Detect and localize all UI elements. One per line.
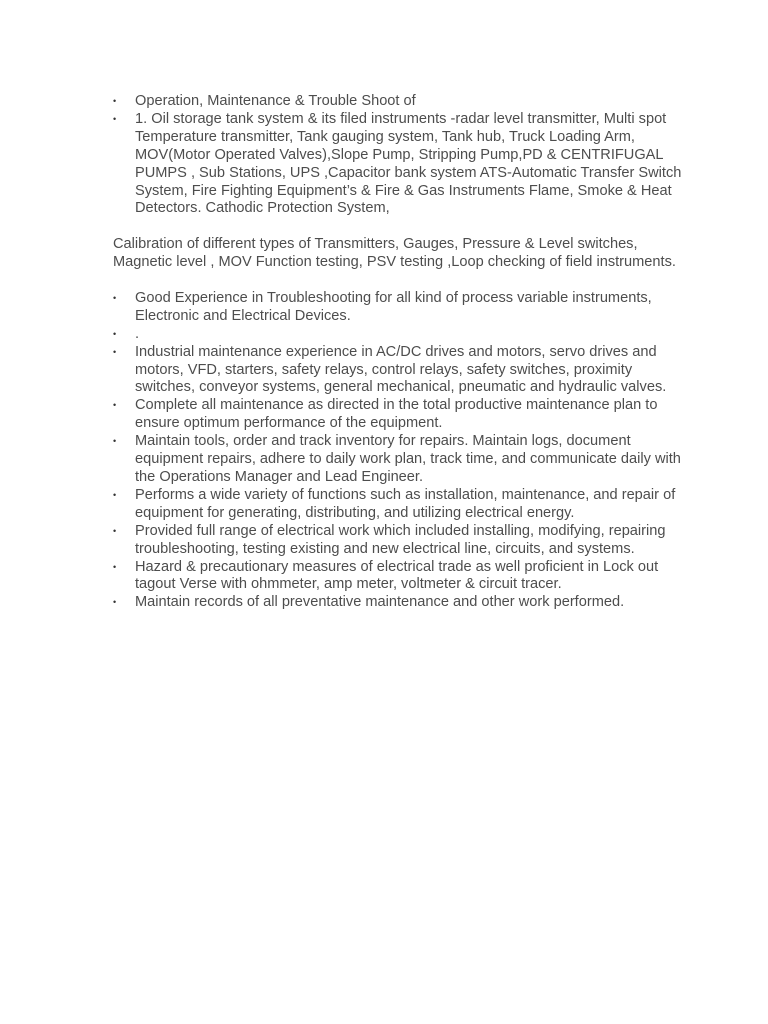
list-item xyxy=(113,433,683,487)
document-page xyxy=(113,93,683,612)
bullet-icon: • xyxy=(113,292,117,303)
bullet-icon: • xyxy=(113,113,117,124)
list-item xyxy=(113,487,683,523)
calibration-paragraph: Calibration of different types of Transmitters, Gauges, Pressure & Level switches, Magnetic level , MOV Function testing, PSV testing ,Loop checking of field instruments. xyxy=(113,236,676,271)
list-item xyxy=(113,290,683,326)
list-item xyxy=(113,559,683,595)
list-item xyxy=(113,594,683,612)
list-item xyxy=(113,111,683,218)
list-item xyxy=(113,523,683,559)
list-item-text: Provided full range of electrical work which included installing, modifying, repairing troubleshooting, testing existing and new electrical line, circuits, and systems. xyxy=(135,522,666,557)
bullet-icon: • xyxy=(113,346,117,357)
list-item xyxy=(113,397,683,433)
list-item-text: Performs a wide variety of functions such as installation, maintenance, and repair of equipment for generating, distributing, and utilizing electrical energy. xyxy=(135,486,676,521)
bullet-icon: • xyxy=(113,96,117,106)
bullet-icon: • xyxy=(113,597,117,608)
list-item-text: Operation, Maintenance & Trouble Shoot of xyxy=(135,93,416,109)
list-item-text: 1. Oil storage tank system & its filed instruments -radar level transmitter, Multi spot Temperature transmitter, Tank gauging system, Tank hub, Truck Loading Arm, MOV(Motor Operated Valves),Slope Pump, Stripping Pump,PD & CENTRIFUGAL PUMPS , Sub Stations, UPS ,Capacitor bank system ATS-Automatic Transfer Switch System, Fire Fighting Equipment’s & Fire & Gas Instruments Flame, Smoke & Heat Detectors. Cathodic Protection System, xyxy=(135,110,682,217)
bullet-icon: • xyxy=(113,328,117,339)
bullet-icon: • xyxy=(113,400,117,411)
bullet-icon: • xyxy=(113,561,117,572)
list-item-text: Industrial maintenance experience in AC/DC drives and motors, servo drives and motors, VFD, starters, safety relays, control relays, safety switches, proximity switches, conveyor systems, general mechanical, pneumatic and hydraulic valves. xyxy=(135,343,667,396)
bullet-icon: • xyxy=(113,525,117,536)
list-item-text: Maintain tools, order and track inventory for repairs. Maintain logs, document equipment repairs, adhere to daily work plan, track time, and communicate daily with the Operations Manager and Lead Engineer. xyxy=(135,433,681,485)
bullet-icon: • xyxy=(113,436,117,447)
list-item xyxy=(113,326,683,344)
list-item xyxy=(113,93,683,111)
bullet-icon: • xyxy=(113,489,117,500)
list-item-text: Complete all maintenance as directed in the total productive maintenance plan to ensure optimum performance of the equipment. xyxy=(135,397,658,432)
list-item-text: . xyxy=(135,325,140,342)
list-item-text: Hazard & precautionary measures of electrical trade as well proficient in Lock out tagout Verse with ohmmeter, amp meter, voltmeter & circuit tracer. xyxy=(135,558,659,593)
bullet-list-experience xyxy=(113,290,683,612)
list-item xyxy=(113,344,683,398)
list-item-text: Maintain records of all preventative maintenance and other work performed. xyxy=(135,594,625,611)
bullet-list-operations xyxy=(113,93,683,218)
list-item-text: Good Experience in Troubleshooting for all kind of process variable instruments, Electronic and Electrical Devices. xyxy=(135,289,652,324)
